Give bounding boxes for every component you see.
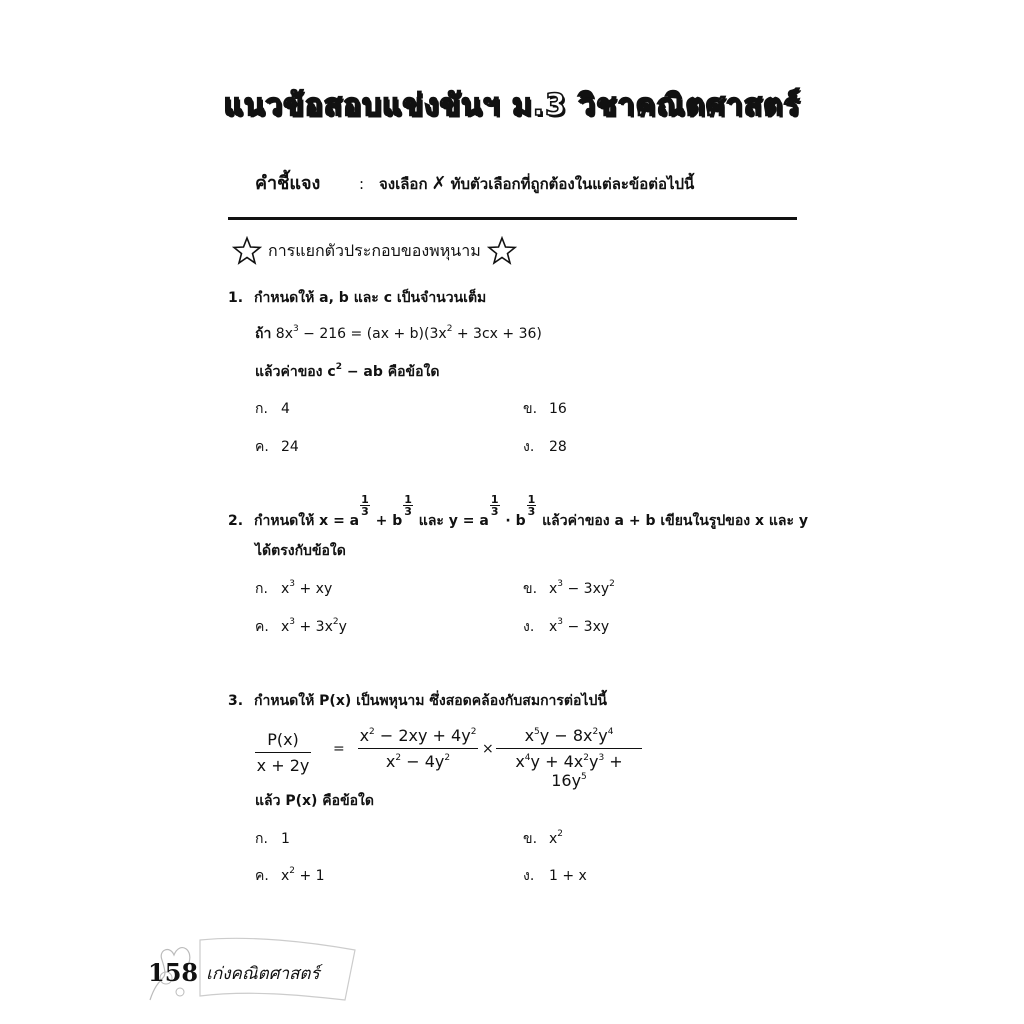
exponent: 3 — [598, 753, 605, 763]
exponent-fraction — [527, 494, 537, 517]
option-mark: ค. — [255, 619, 269, 635]
fraction-numerator — [358, 726, 478, 749]
lhs-fraction — [255, 730, 311, 775]
option-mark: ข. — [523, 401, 538, 417]
option-mark: ง. — [523, 619, 535, 635]
fraction-numerator: 1 — [490, 493, 499, 506]
exponent: 2 — [446, 324, 453, 334]
option-a[interactable] — [255, 398, 290, 420]
exponent: 2 — [470, 727, 477, 737]
math-text: + 3x — [295, 619, 333, 635]
math-text: x — [549, 619, 558, 635]
section-title: การแยกตัวประกอบของพหุนาม — [268, 240, 481, 260]
fraction-denominator — [358, 749, 478, 771]
option-text: 16 — [549, 401, 567, 417]
math-text: x — [359, 726, 370, 745]
option-text: 24 — [281, 439, 299, 455]
page-title: แนวข้อสอบแข่งขันฯ ม.3 วิชาคณิตศาสตร์ — [223, 88, 801, 123]
question-2-stem-line2: ได้ตรงกับข้อใด — [255, 543, 346, 559]
question-number: 3. — [228, 693, 244, 709]
exponent: 2 — [332, 617, 339, 627]
fraction-denominator: 3 — [490, 505, 499, 518]
option-mark: ก. — [255, 401, 268, 417]
fraction-numerator: 1 — [404, 493, 412, 506]
exponent-fraction — [360, 494, 370, 517]
fraction-numerator: P(x) — [255, 730, 311, 753]
exponent-fraction — [490, 494, 500, 517]
math-text: y — [338, 619, 347, 635]
math-text: x — [385, 752, 396, 771]
math-text: 8x — [275, 326, 293, 342]
math-text: + 1 — [295, 868, 325, 884]
question-1-stem — [228, 287, 486, 309]
option-c[interactable] — [255, 865, 325, 887]
math-text: + 16y — [551, 752, 623, 790]
math-text: + b — [370, 513, 403, 529]
question-number: 1. — [228, 290, 244, 306]
page-footer — [148, 958, 320, 987]
option-text: 28 — [549, 439, 567, 455]
option-a[interactable] — [255, 578, 332, 600]
book-title: เก่งคณิตศาสตร์ — [206, 964, 320, 984]
section-heading — [232, 236, 517, 266]
option-b[interactable] — [523, 398, 567, 420]
exponent: 2 — [289, 866, 296, 876]
math-text: − ab คือข้อใด — [341, 364, 440, 380]
fraction-numerator — [496, 726, 642, 749]
first-fraction — [358, 726, 478, 771]
math-text: และ y = a — [413, 513, 489, 529]
fraction-numerator: 1 — [527, 493, 536, 506]
option-mark: ข. — [523, 831, 538, 847]
math-text: y + 4x — [530, 752, 584, 771]
header-rule — [228, 217, 797, 220]
exponent: 3 — [289, 617, 296, 627]
star-icon — [232, 236, 262, 266]
second-fraction — [496, 726, 642, 790]
math-text: y − 8x — [539, 726, 593, 745]
exponent: 3 — [557, 579, 564, 589]
question-number: 2. — [228, 513, 244, 529]
math-text: − 3xy — [563, 619, 610, 635]
math-text: · b — [500, 513, 526, 529]
math-text: x — [281, 619, 290, 635]
math-text: − 216 = (ax + b)(3x — [298, 326, 447, 342]
instructions-colon: : — [359, 175, 365, 193]
math-text: แล้วค่าของ c — [255, 364, 336, 380]
option-d[interactable] — [523, 616, 609, 638]
exponent-fraction — [403, 494, 413, 517]
exponent: 2 — [335, 362, 342, 372]
math-text: x — [524, 726, 535, 745]
option-b[interactable] — [523, 578, 615, 600]
math-text: − 4y — [401, 752, 445, 771]
math-text: − 2xy + 4y — [374, 726, 471, 745]
exponent: 2 — [369, 727, 375, 737]
math-text: x — [281, 581, 290, 597]
math-text: y — [588, 752, 599, 771]
star-icon — [487, 236, 517, 266]
math-text: − 3xy — [563, 581, 610, 597]
fraction-denominator: 3 — [404, 505, 412, 518]
option-d[interactable] — [523, 436, 567, 458]
question-1-condition — [255, 323, 542, 345]
exponent: 3 — [289, 579, 296, 589]
fraction-denominator: 3 — [361, 505, 369, 518]
option-b[interactable] — [523, 828, 563, 850]
option-mark: ข. — [523, 581, 538, 597]
instructions — [255, 168, 694, 197]
option-d[interactable] — [523, 865, 587, 887]
question-2-stem — [228, 494, 808, 532]
exponent: 5 — [581, 772, 587, 782]
math-text: 1 + x — [549, 868, 587, 884]
exponent: 4 — [524, 753, 531, 763]
exponent: 2 — [609, 579, 615, 589]
question-3-ask: แล้ว P(x) คือข้อใด — [255, 793, 374, 809]
math-text: แล้วค่าของ a + b เขียนในรูปของ x และ y — [537, 513, 808, 529]
option-mark: ก. — [255, 831, 268, 847]
option-mark: ง. — [523, 868, 535, 884]
page-number: 158 — [148, 958, 199, 987]
math-text: + 3cx + 36) — [452, 326, 542, 342]
math-text: x — [549, 581, 558, 597]
question-text: กำหนดให้ P(x) เป็นพหุนาม ซึ่งสอดคล้องกับสมการต่อไปนี้ — [254, 693, 607, 709]
times-sign: × — [482, 741, 494, 757]
question-text: กำหนดให้ a, b และ c เป็นจำนวนเต็ม — [254, 290, 487, 306]
exponent: 3 — [557, 617, 564, 627]
exponent: 2 — [395, 753, 402, 763]
equals-sign: = — [333, 741, 345, 757]
exponent: 3 — [293, 324, 299, 334]
math-text: x — [515, 752, 525, 771]
option-mark: ง. — [523, 439, 535, 455]
instructions-text-after: ทับตัวเลือกที่ถูกต้องในแต่ละข้อต่อไปนี้ — [450, 175, 695, 193]
fraction-denominator: 3 — [527, 505, 536, 518]
question-1-ask — [255, 361, 439, 383]
math-text: y — [598, 726, 608, 745]
condition-prefix: ถ้า — [255, 326, 272, 342]
fraction-denominator: x + 2y — [256, 756, 310, 775]
math-text: 1 — [281, 831, 290, 847]
x-mark-icon: ✗ — [431, 173, 447, 194]
math-text: x — [281, 868, 290, 884]
math-text: กำหนดให้ x = a — [254, 513, 360, 529]
option-mark: ค. — [255, 439, 269, 455]
question-3-stem — [228, 690, 607, 712]
math-text: + xy — [295, 581, 333, 597]
exponent: 4 — [607, 727, 614, 737]
option-mark: ค. — [255, 868, 269, 884]
option-c[interactable] — [255, 436, 299, 458]
instructions-text-before: จงเลือก — [379, 175, 428, 193]
option-mark: ก. — [255, 581, 268, 597]
exponent: 2 — [557, 829, 564, 839]
option-c[interactable] — [255, 616, 347, 638]
fraction-denominator — [496, 749, 642, 790]
instructions-label: คำชี้แจง — [255, 173, 321, 194]
option-a[interactable] — [255, 828, 290, 850]
option-text: 4 — [281, 401, 290, 417]
math-text: x — [549, 831, 558, 847]
fraction-numerator: 1 — [361, 493, 369, 506]
exponent: 2 — [444, 753, 451, 763]
exponent: 5 — [534, 727, 540, 737]
exponent: 2 — [583, 753, 589, 763]
exponent: 2 — [592, 727, 599, 737]
